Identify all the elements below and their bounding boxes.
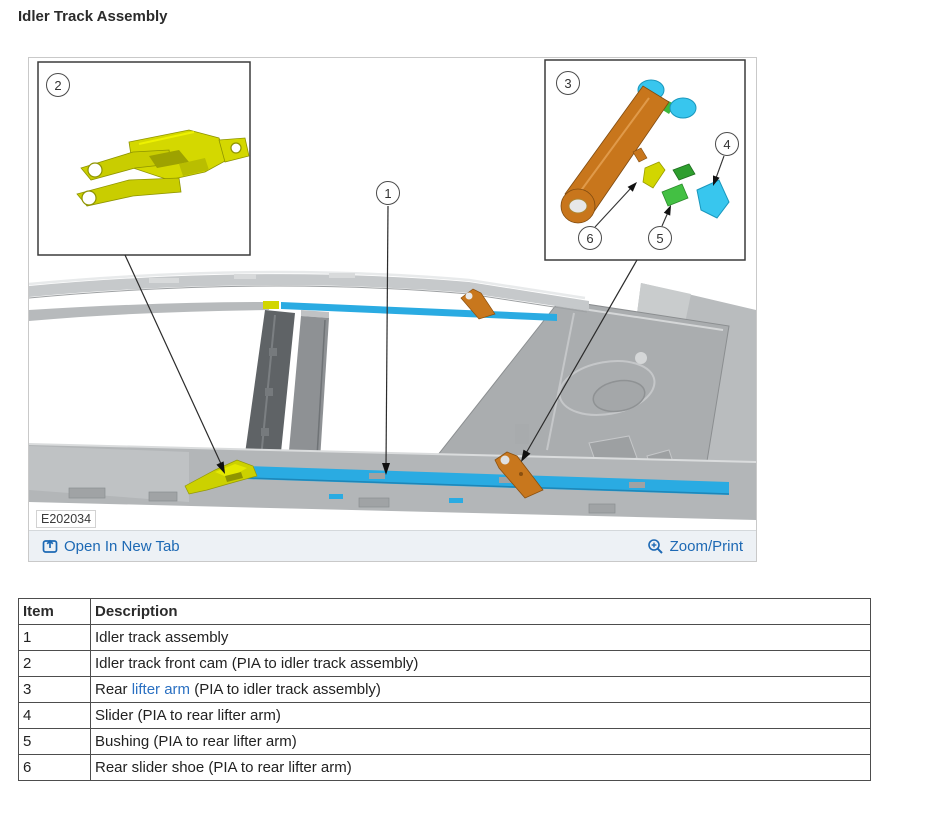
- table-row: [19, 625, 871, 651]
- header-description: Description: [91, 599, 871, 625]
- zoom-icon: [647, 538, 664, 555]
- image-code-label: E202034: [36, 510, 96, 528]
- table-row: [19, 729, 871, 755]
- track-clip: [629, 482, 645, 488]
- item-cell: 6: [19, 755, 91, 781]
- parts-table: [18, 598, 871, 781]
- item-cell: 2: [19, 651, 91, 677]
- description-cell: Rear slider shoe (PIA to rear lifter arm): [91, 755, 871, 781]
- description-text: (PIA to idler track assembly): [190, 680, 381, 698]
- item-cell: 4: [19, 703, 91, 729]
- table-row: [19, 677, 871, 703]
- track-notch: [449, 498, 463, 503]
- item-cell: 1: [19, 625, 91, 651]
- sill-bracket: [515, 424, 529, 444]
- figure-panel: [28, 57, 757, 562]
- bow-detail: [329, 273, 355, 278]
- description-cell: Bushing (PIA to rear lifter arm): [91, 729, 871, 755]
- roof-illustration: [29, 58, 756, 530]
- description-cell: Idler track assembly: [91, 625, 871, 651]
- roof-side-rail: [29, 302, 269, 321]
- top-track-yellow-clip: [263, 301, 279, 309]
- callout-4: 4: [715, 132, 739, 156]
- zoom-print-label: Zoom/Print: [669, 537, 743, 555]
- table-row: [19, 651, 871, 677]
- figure-footer: [29, 530, 756, 561]
- callout-2: 2: [46, 73, 70, 97]
- lifter-arm-hole: [501, 456, 510, 465]
- description-cell: Idler track front cam (PIA to idler track assembly): [91, 651, 871, 677]
- lifter-arm-link[interactable]: lifter arm: [131, 680, 191, 698]
- leader-line-1: [386, 206, 388, 466]
- description-cell: [91, 677, 871, 703]
- guide-notch: [261, 428, 269, 436]
- open-in-new-tab-label: Open In New Tab: [64, 537, 180, 555]
- description-cell: Slider (PIA to rear lifter arm): [91, 703, 871, 729]
- description-text: Rear: [95, 680, 132, 698]
- sill-tab: [589, 504, 615, 513]
- table-row: [19, 703, 871, 729]
- panel-stamp-dot: [635, 352, 647, 364]
- page-title: Idler Track Assembly: [18, 8, 168, 25]
- figure-image: [29, 58, 756, 530]
- track-notch: [329, 494, 343, 499]
- table-header-row: [19, 599, 871, 625]
- lifter-arm-rivet: [519, 472, 523, 476]
- header-item: Item: [19, 599, 91, 625]
- sill-tab: [149, 492, 177, 501]
- sill-tab: [359, 498, 389, 507]
- zoom-print-link[interactable]: [647, 538, 743, 555]
- bow-detail: [234, 274, 256, 279]
- guide-notch: [269, 348, 277, 356]
- guide-notch: [265, 388, 273, 396]
- item-cell: 3: [19, 677, 91, 703]
- track-clip: [369, 473, 385, 479]
- callout-6: 6: [578, 226, 602, 250]
- item-cell: 5: [19, 729, 91, 755]
- callout-1: 1: [376, 181, 400, 205]
- inset2-cam-hole: [82, 191, 96, 205]
- inset3-arm-bushing-hole: [569, 199, 587, 213]
- open-in-new-tab-link[interactable]: [42, 538, 180, 555]
- bow-detail: [149, 278, 179, 283]
- open-in-new-tab-icon: [42, 538, 58, 554]
- callout-3: 3: [556, 71, 580, 95]
- table-row: [19, 755, 871, 781]
- sill-tab: [69, 488, 105, 498]
- callout-5: 5: [648, 226, 672, 250]
- inset2-cam-hole: [88, 163, 102, 177]
- inset2-cam-hole: [231, 143, 241, 153]
- inset3-roller: [670, 98, 696, 118]
- upper-lifter-arm-hole: [466, 293, 473, 300]
